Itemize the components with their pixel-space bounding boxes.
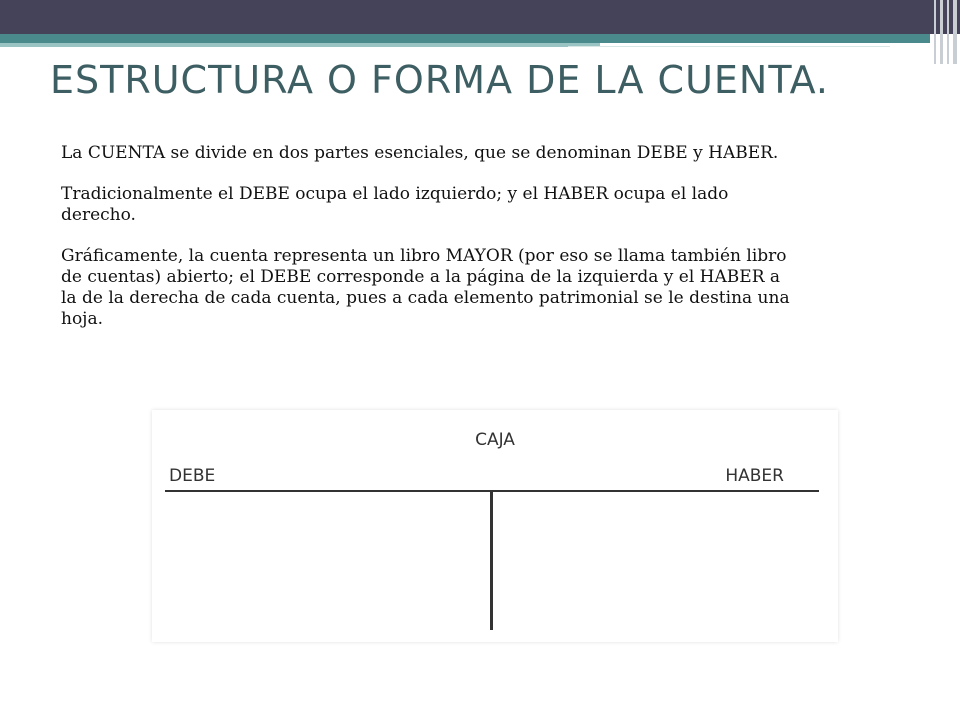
t-account-image	[152, 410, 838, 642]
t-account-right-label: HABER	[725, 466, 784, 486]
teal-accent-thin	[0, 43, 600, 47]
paragraph-2: Tradicionalmente el DEBE ocupa el lado izquierdo; y el HABER ocupa el lado derecho.	[61, 184, 729, 225]
body-text	[61, 143, 791, 350]
teal-accent-band	[0, 34, 930, 43]
header-bar	[0, 0, 960, 34]
white-accent-line	[568, 46, 890, 50]
t-account-left-label: DEBE	[169, 466, 216, 486]
t-account-title: CAJA	[475, 430, 515, 450]
decorative-vertical-lines	[930, 0, 960, 64]
paragraph-1: La CUENTA se divide en dos partes esenciales, que se denominan DEBE y HABER.	[61, 143, 779, 163]
t-account-vertical-line	[490, 490, 493, 630]
paragraph-3: Gráficamente, la cuenta representa un libro MAYOR (por eso se llama también libro de cuentas) abierto; el DEBE corresponde a la página de la izquierda y el HABER a la de la derecha de cada cuenta, pues a cada elemento patrimonial se le destina una hoja.	[61, 246, 790, 329]
slide-title: ESTRUCTURA O FORMA DE LA CUENTA.	[50, 58, 829, 102]
